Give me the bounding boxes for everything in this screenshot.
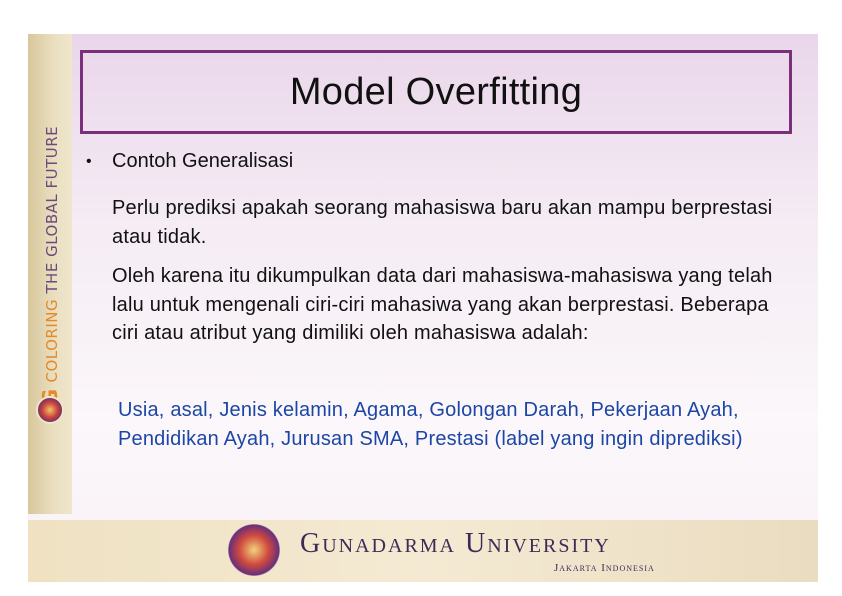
attribute-list: Usia, asal, Jenis kelamin, Agama, Golongan Darah, Pekerjaan Ayah, Pendidikan Ayah, Jurusan SMA, Prestasi (label yang ingin diprediksi) [118,399,743,450]
university-seal-icon [36,396,64,424]
sidebar-tagline-accent: CO [43,359,61,383]
bullet-icon: • [86,152,92,170]
paragraph-explanation: Oleh karena itu dikumpulkan data dari mahasiswa-mahasiswa yang telah lalu untuk mengenali ciri-ciri mahasiwa yang akan berprestasi. Beberapa ciri atau atribut yang dimiliki oleh mahasiswa adalah: [112,265,773,344]
slide [28,34,818,582]
sidebar-tagline-rest: THE GLOBAL FUTURE [43,125,61,299]
gunadarma-logo-icon [228,524,280,576]
footer-banner [28,520,818,582]
sidebar-tagline [38,126,62,422]
sidebar-tagline-accent2: LORING [43,298,61,360]
title-box [80,50,792,134]
bullet-label: Contoh Generalisasi [112,150,294,172]
sidebar-banner [28,34,72,514]
page-title: Model Overfitting [289,70,583,113]
footer-location: Jakarta Indonesia [554,562,655,574]
paragraph-intro: Perlu prediksi apakah seorang mahasiswa baru akan mampu berprestasi atau tidak. [112,197,773,248]
bullet-item [86,150,293,173]
footer-university-name: Gunadarma University [300,528,611,559]
